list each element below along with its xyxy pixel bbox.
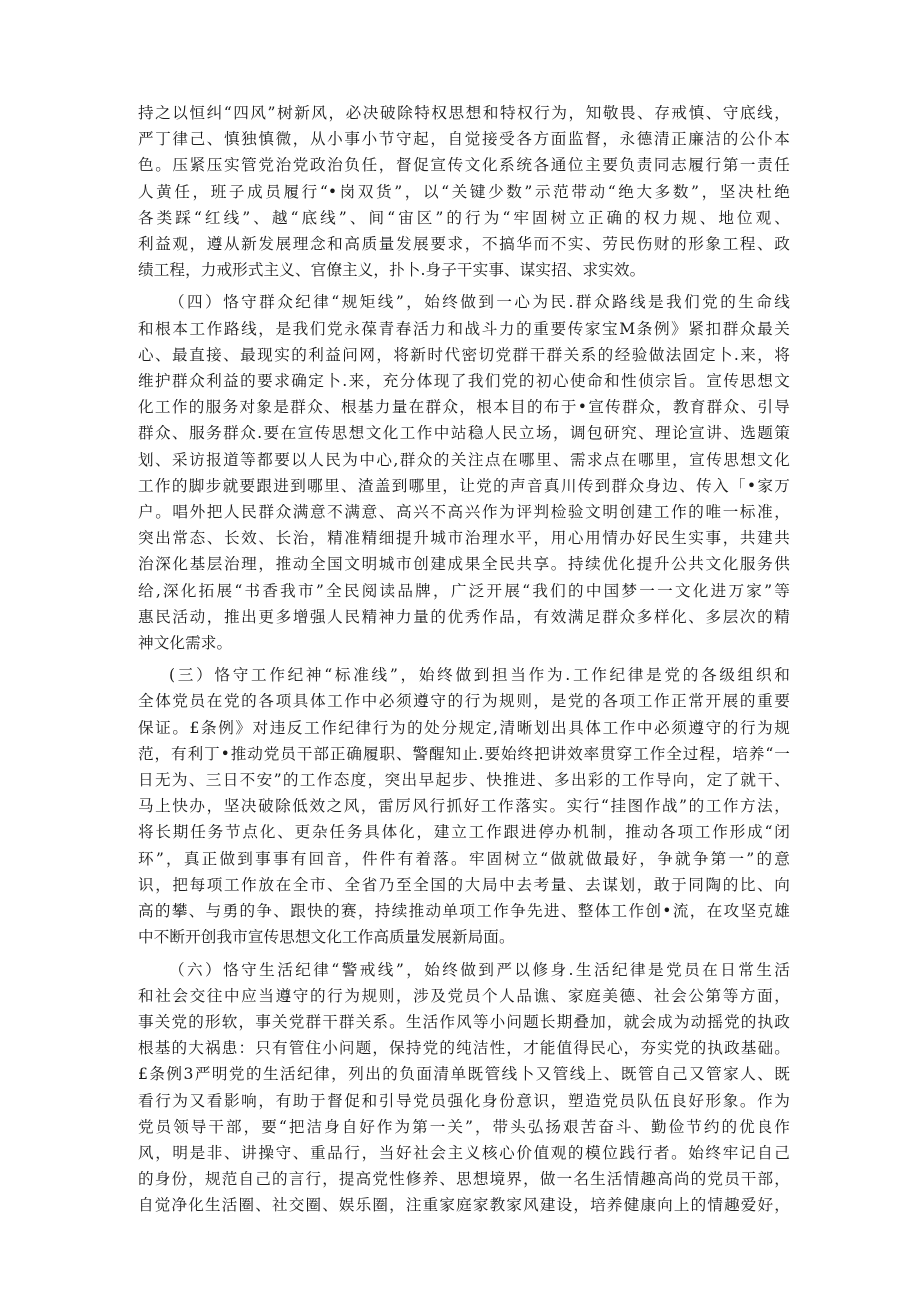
- text-line: 给,深化拓展“书香我市”全民阅读品牌，广泛开展“我们的中国梦一一文化进万家”等: [138, 581, 790, 600]
- text-line: 心、最直接、最现实的利益问网，将新时代密切党群干群关系的经验做法固定卜.来，将: [138, 345, 790, 364]
- text-line: £条例3严明党的生活纪律，列出的负面清单既管线卜又管线上、既管自己又管家人、既: [138, 1065, 790, 1084]
- text-line: 严丁律己、慎独慎微，从小事小节守起，自觉接受各方面监督，永德清正廉洁的公仆本: [138, 130, 790, 149]
- text-line: 神文化需求。: [138, 634, 233, 653]
- text-line: 风，明是非、讲操守、重品行，当好社会主义核心价值观的模位践行者。始终牢记自己: [138, 1143, 790, 1162]
- text-line: 化工作的服务对象是群众、根基力量在群众，根本目的布于•宣传群众，教育群众、引导: [138, 398, 790, 417]
- text-line: 各类踩“红线”、越“底线”、间“宙区”的行为“牢固树立正确的权力规、地位观、: [138, 208, 790, 227]
- text-line: （六）恪守生活纪律“警戒线”，始终做到严以修身.生活纪律是党员在日常生活: [169, 960, 790, 979]
- text-line: 看行为又看影响，有助于督促和引导党员强化身份意识，塑造党员队伍良好形象。作为: [138, 1091, 790, 1110]
- text-line: 范，有利丁•推动党员干部正确履职、警醒知止.要始终把讲效率贯穿工作全过程，培养“一: [138, 744, 790, 763]
- text-line: 马上快办，坚决破除低效之风，雷厉风行抓好工作落实。实行“挂图作战”的工作方法，: [138, 797, 790, 816]
- text-line: 党员领导干部，要“把洁身自好作为第一关”，带头弘扬艰苦奋斗、勤俭节约的优良作: [138, 1117, 790, 1136]
- text-line: 利益观，遵从新发展理念和高质量发展要求，不搞华而不实、劳民伤财的形象工程、政: [138, 235, 790, 254]
- text-line: 识，把每项工作放在全市、全省乃至全国的大局中去考量、去谋划，敢于同陶的比、向: [138, 875, 790, 894]
- text-line: 和根本工作路线，是我们党永葆青春活力和战斗力的重要传家宝M条例》紧扣群众最关: [138, 319, 790, 338]
- text-line: 户。唱外把人民群众满意不满意、高兴不高兴作为评判检验文明创建工作的唯一标准，: [138, 503, 790, 522]
- paragraph-p1: [138, 100, 790, 283]
- paragraph-p3: [138, 662, 790, 950]
- text-line: 群众、服务群众.要在宣传思想文化工作中站稳人民立场，调包研究、理论宣讲、选题策: [138, 424, 790, 443]
- text-line: 日无为、三日不安”的工作态度，突出早起步、快推进、多出彩的工作导向，定了就干、: [138, 771, 790, 790]
- text-line: 全体党员在党的各项具体工作中必须遵守的行为规则，是党的各项工作正常开展的重要: [138, 692, 790, 711]
- text-line: 和社会交往中应当遵守的行为规则，涉及党员个人品谯、家庭美德、社会公第等方面，: [138, 986, 790, 1005]
- text-line: 划、采访报道等都要以人民为中心,群众的关注点在哪里、需求点在哪里，宣传思想文化: [138, 450, 790, 469]
- text-line: 工作的脚步就要跟进到哪里、渣盖到哪里，让党的声音真川传到群众身边、传入「•家万: [138, 476, 790, 495]
- text-line: 突出常态、长效、长治，精准精细提升城市治理水平，用心用情办好民生实事，共建共: [138, 529, 790, 548]
- text-line: 保证。£条例》对违反工作纪律行为的处分规定,清晰划出具体工作中必须遵守的行为规: [138, 718, 790, 737]
- text-line: 的身份，规范自己的言行，提高党性修养、思想境界，做一名生活情趣高尚的党员干部，: [138, 1170, 790, 1189]
- paragraph-p4: [138, 957, 790, 1219]
- text-line: 治深化基层治理，推动全国文明城市创建成果全民共享。持续优化提升公共文化服务供: [138, 555, 790, 574]
- text-line: 根基的大祸患：只有管住小问题，保持党的纯洁性，才能值得民心，夯实党的执政基础。: [138, 1039, 790, 1058]
- text-line: 绩工程，力戒形式主义、官僚主义，扑卜.身子干实事、谋实招、求实效。: [138, 261, 646, 280]
- text-line: 将长期任务节点化、更杂任务具体化，建立工作跟进停办机制，推动各项工作形成“闭: [138, 823, 790, 842]
- text-line: 人黄任，班子成员履行“•岗双货”，以“关键少数”示范带动“绝大多数”，坚决杜绝: [138, 182, 790, 201]
- text-line: 惠民活动，推出更多增强人民精神力量的优秀作品，有效满足群众多样化、多层次的精: [138, 607, 790, 626]
- text-line: 持之以恒纠“四风”树新风，必决破除特权思想和特权行为，知敬畏、存戒慎、守底线，: [138, 104, 790, 122]
- text-line: 色。压紧压实管党治党政治负任，督促宣传文化系统各通位主要负责同志履行第一责任: [138, 156, 790, 175]
- text-line: （四）恪守群众纪律“规矩线”，始终做到一心为民.群众路线是我们党的生命线: [169, 293, 790, 312]
- text-line: 维护群众利益的要求确定卜.来，充分体现了我们党的初心使命和性侦宗旨。宣传思想文: [138, 372, 790, 391]
- text-line: 自觉净化生活圈、社交圈、娱乐圈，注重家庭家教家风建设，培养健康向上的情趣爱好，: [138, 1196, 790, 1215]
- text-line: 事关党的形软，事关党群干群关系。生活作风等小问题长期叠加，就会成为动摇党的执政: [138, 1012, 790, 1031]
- document-page: [138, 100, 790, 1219]
- text-line: 环”，真正做到事事有回音，件件有着落。牢固树立“做就做最好，争就争第一”的意: [138, 849, 790, 868]
- text-line: (三）恪守工作纪神“标准线”，始终做到担当作为.工作纪律是党的各级组织和: [169, 666, 790, 685]
- text-line: 高的攀、与勇的争、跟快的赛，持续推动单项工作争先进、整体工作创•流，在攻坚克雄: [138, 902, 790, 921]
- text-line: 中不断开创我市宣传思想文化工作高质量发展新局面。: [138, 928, 515, 947]
- paragraph-p2: [138, 289, 790, 656]
